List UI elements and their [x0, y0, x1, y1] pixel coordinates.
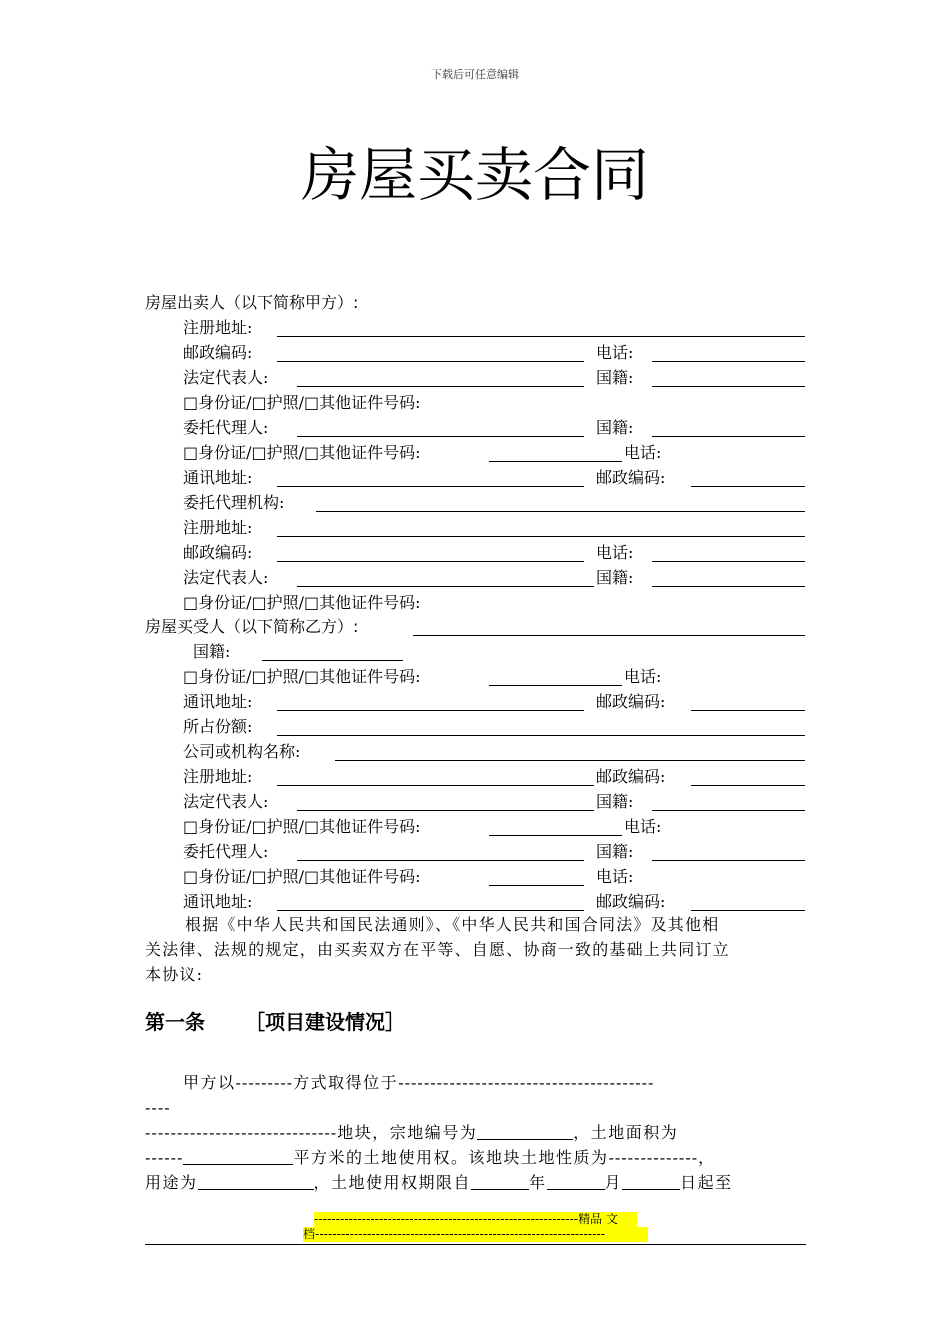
buyer-agent-label: 委托代理人: [183, 842, 269, 861]
land-use-field[interactable] [198, 1173, 314, 1190]
seller-agency-postcode-field[interactable] [277, 561, 584, 562]
seller-legal-rep-field[interactable] [297, 386, 584, 387]
article-1-l3-b: ，土地面积为 [573, 1123, 679, 1142]
buyer-agent-row [0, 840, 950, 864]
buyer-heading-row [0, 615, 950, 639]
buyer-legal-id-label[interactable]: □身份证/□护照/□其他证件号码: [183, 817, 421, 836]
article-1-l1-b: 方式取得位于 [293, 1073, 399, 1092]
seller-agent-row [0, 416, 950, 440]
seller-id-docs-label[interactable]: □身份证/□护照/□其他证件号码: [183, 393, 421, 412]
seller-agent-id-label[interactable]: □身份证/□护照/□其他证件号码: [183, 443, 421, 462]
seller-legal-rep-row [0, 366, 950, 390]
article-1-l5-d: 月 [604, 1173, 623, 1192]
seller-agency-reg-label: 注册地址: [183, 518, 253, 537]
buyer-agent-id-row [0, 865, 950, 889]
buyer-legal-id-field[interactable] [489, 835, 622, 836]
preamble-line-2: 关法律、法规的规定，由买卖双方在平等、自愿、协商一致的基础上共同订立 [145, 940, 730, 959]
buyer-heading: 房屋买受人（以下简称乙方）: [145, 617, 359, 636]
article-1-line-4 [145, 1145, 805, 1170]
buyer-agent-phone-label: 电话: [596, 867, 634, 886]
seller-postcode-field[interactable] [277, 361, 584, 362]
buyer-legal-nationality-field[interactable] [652, 810, 805, 811]
term-month-field[interactable] [547, 1173, 605, 1190]
seller-reg-addr-label: 注册地址: [183, 318, 253, 337]
seller-agency-legal-field[interactable] [297, 586, 594, 587]
seller-agency-phone-label: 电话: [596, 543, 634, 562]
article-1-title: ［项目建设情况］ [245, 1010, 405, 1034]
buyer-postcode-label: 邮政编码: [596, 692, 666, 711]
footer-watermark-line-2: 档------------------------------------------------------------------- [303, 1227, 648, 1242]
article-1-l4-dash2: -------------- [608, 1148, 699, 1167]
seller-agent-addr-label: 通讯地址: [183, 468, 253, 487]
buyer-share-field[interactable] [277, 735, 805, 736]
buyer-agent-field[interactable] [297, 860, 584, 861]
buyer-agent-addr-row [0, 890, 950, 914]
buyer-agent-nationality-label: 国籍: [596, 842, 634, 861]
article-1-l3-a: 地块，宗地编号为 [337, 1123, 478, 1142]
buyer-id-label[interactable]: □身份证/□护照/□其他证件号码: [183, 667, 421, 686]
buyer-company-row [0, 740, 950, 764]
seller-agency-label: 委托代理机构: [183, 493, 285, 512]
buyer-legal-id-row [0, 815, 950, 839]
buyer-agent-postcode-field[interactable] [691, 910, 805, 911]
seller-agent-addr-row [0, 466, 950, 490]
seller-heading [145, 291, 358, 315]
buyer-id-field[interactable] [489, 685, 622, 686]
buyer-agent-id-label[interactable]: □身份证/□护照/□其他证件号码: [183, 867, 421, 886]
seller-agent-postcode-label: 邮政编码: [596, 468, 666, 487]
seller-legal-rep-label: 法定代表人: [183, 368, 269, 387]
article-1-l3-dash: ------------------------------ [145, 1123, 338, 1142]
seller-agency-field[interactable] [316, 511, 805, 512]
article-1-number: 第一条 [145, 1010, 205, 1034]
seller-agent-addr-field[interactable] [277, 486, 584, 487]
article-1-l2-dash: ---- [145, 1098, 171, 1117]
seller-agency-legal-row [0, 566, 950, 590]
article-1-l5-a: 用途为 [145, 1173, 198, 1192]
buyer-addr-row [0, 690, 950, 714]
buyer-reg-field[interactable] [277, 785, 594, 786]
seller-heading-text: 房屋出卖人（以下简称甲方）: [145, 293, 359, 312]
footer-watermark-line-1: -------------------------------------------------------------精品 文 [314, 1212, 637, 1227]
term-year-field[interactable] [471, 1173, 529, 1190]
article-1-l4-dash: ------ [145, 1148, 184, 1167]
seller-reg-addr-row [0, 316, 950, 340]
seller-agent-postcode-field[interactable] [691, 486, 805, 487]
buyer-agent-nationality-field[interactable] [652, 860, 805, 861]
seller-id-docs-row [0, 391, 950, 415]
article-1-line-5 [145, 1170, 805, 1195]
parcel-number-field[interactable] [477, 1123, 573, 1140]
article-1-l1-a: 甲方以 [183, 1073, 236, 1092]
buyer-company-field[interactable] [335, 760, 805, 761]
seller-agent-label: 委托代理人: [183, 418, 269, 437]
seller-nationality-field[interactable] [652, 386, 805, 387]
buyer-legal-label: 法定代表人: [183, 792, 269, 811]
buyer-reg-label: 注册地址: [183, 767, 253, 786]
document-title: 房屋买卖合同 [300, 141, 649, 209]
buyer-company-label: 公司或机构名称: [183, 742, 301, 761]
buyer-agent-addr-field[interactable] [277, 910, 584, 911]
seller-agency-legal-label: 法定代表人: [183, 568, 269, 587]
footer-rule [145, 1244, 806, 1245]
seller-agency-phone-field[interactable] [652, 561, 805, 562]
buyer-phone-label: 电话: [624, 667, 662, 686]
seller-agent-id-row [0, 441, 950, 465]
buyer-addr-label: 通讯地址: [183, 692, 253, 711]
buyer-reg-postcode-field[interactable] [691, 785, 805, 786]
buyer-legal-nationality-label: 国籍: [596, 792, 634, 811]
seller-agent-field[interactable] [297, 436, 584, 437]
seller-reg-addr-field[interactable] [277, 336, 805, 337]
article-1-l4-b: ， [698, 1148, 716, 1167]
seller-agency-nationality-field[interactable] [652, 586, 805, 587]
buyer-legal-phone-label: 电话: [624, 817, 662, 836]
buyer-addr-field[interactable] [277, 710, 584, 711]
article-1-l5-b: ，土地使用权期限自 [313, 1173, 472, 1192]
article-1-line-1 [145, 1070, 805, 1095]
buyer-nationality-field[interactable] [262, 660, 403, 661]
term-day-field[interactable] [622, 1173, 680, 1190]
article-1-heading [145, 1006, 405, 1035]
buyer-name-field[interactable] [413, 635, 805, 636]
seller-agent-phone-label: 电话: [624, 443, 662, 462]
article-1-line-2 [145, 1095, 805, 1120]
buyer-id-row [0, 665, 950, 689]
seller-agency-id-row [0, 591, 950, 615]
buyer-agent-addr-label: 通讯地址: [183, 892, 253, 911]
seller-agency-reg-row [0, 516, 950, 540]
article-1-l5-c: 年 [529, 1173, 547, 1192]
seller-nationality-label: 国籍: [596, 368, 634, 387]
preamble-line-1: 根据《中华人民共和国民法通则》、《中华人民共和国合同法》及其他相 [185, 915, 720, 934]
buyer-nationality-row [0, 640, 950, 664]
buyer-agent-id-field[interactable] [489, 885, 584, 886]
seller-agency-postcode-label: 邮政编码: [183, 543, 253, 562]
buyer-reg-row [0, 765, 950, 789]
seller-agency-id-label[interactable]: □身份证/□护照/□其他证件号码: [183, 593, 421, 612]
seller-phone-label: 电话: [596, 343, 634, 362]
buyer-share-row [0, 715, 950, 739]
seller-agency-reg-field[interactable] [277, 536, 805, 537]
seller-phone-field[interactable] [652, 361, 805, 362]
seller-postcode-label: 邮政编码: [183, 343, 253, 362]
preamble-paragraph [145, 912, 805, 987]
article-1-line-3 [145, 1120, 805, 1145]
buyer-agent-postcode-label: 邮政编码: [596, 892, 666, 911]
preamble-line-3: 本协议: [145, 965, 204, 984]
seller-agent-id-field[interactable] [489, 461, 622, 462]
land-area-field[interactable] [183, 1148, 293, 1165]
seller-postcode-row [0, 341, 950, 365]
buyer-postcode-field[interactable] [691, 710, 805, 711]
buyer-reg-postcode-label: 邮政编码: [596, 767, 666, 786]
seller-agent-nationality-field[interactable] [652, 436, 805, 437]
header-note: 下载后可任意编辑 [431, 68, 519, 81]
buyer-legal-row [0, 790, 950, 814]
seller-agency-nationality-label: 国籍: [596, 568, 634, 587]
article-1-body [145, 1070, 805, 1195]
article-1-l1-dash1: --------- [235, 1073, 294, 1092]
seller-agent-nationality-label: 国籍: [596, 418, 634, 437]
article-1-l4-a: 平方米的土地使用权。该地块土地性质为 [293, 1148, 609, 1167]
article-1-l5-e: 日起至 [680, 1173, 733, 1192]
seller-agency-postcode-row [0, 541, 950, 565]
buyer-legal-field[interactable] [297, 810, 594, 811]
buyer-share-label: 所占份额: [183, 717, 253, 736]
article-1-l1-dash2: ---------------------------------------- [398, 1073, 655, 1092]
buyer-nationality-label: 国籍: [193, 642, 231, 661]
seller-agency-row [0, 491, 950, 515]
